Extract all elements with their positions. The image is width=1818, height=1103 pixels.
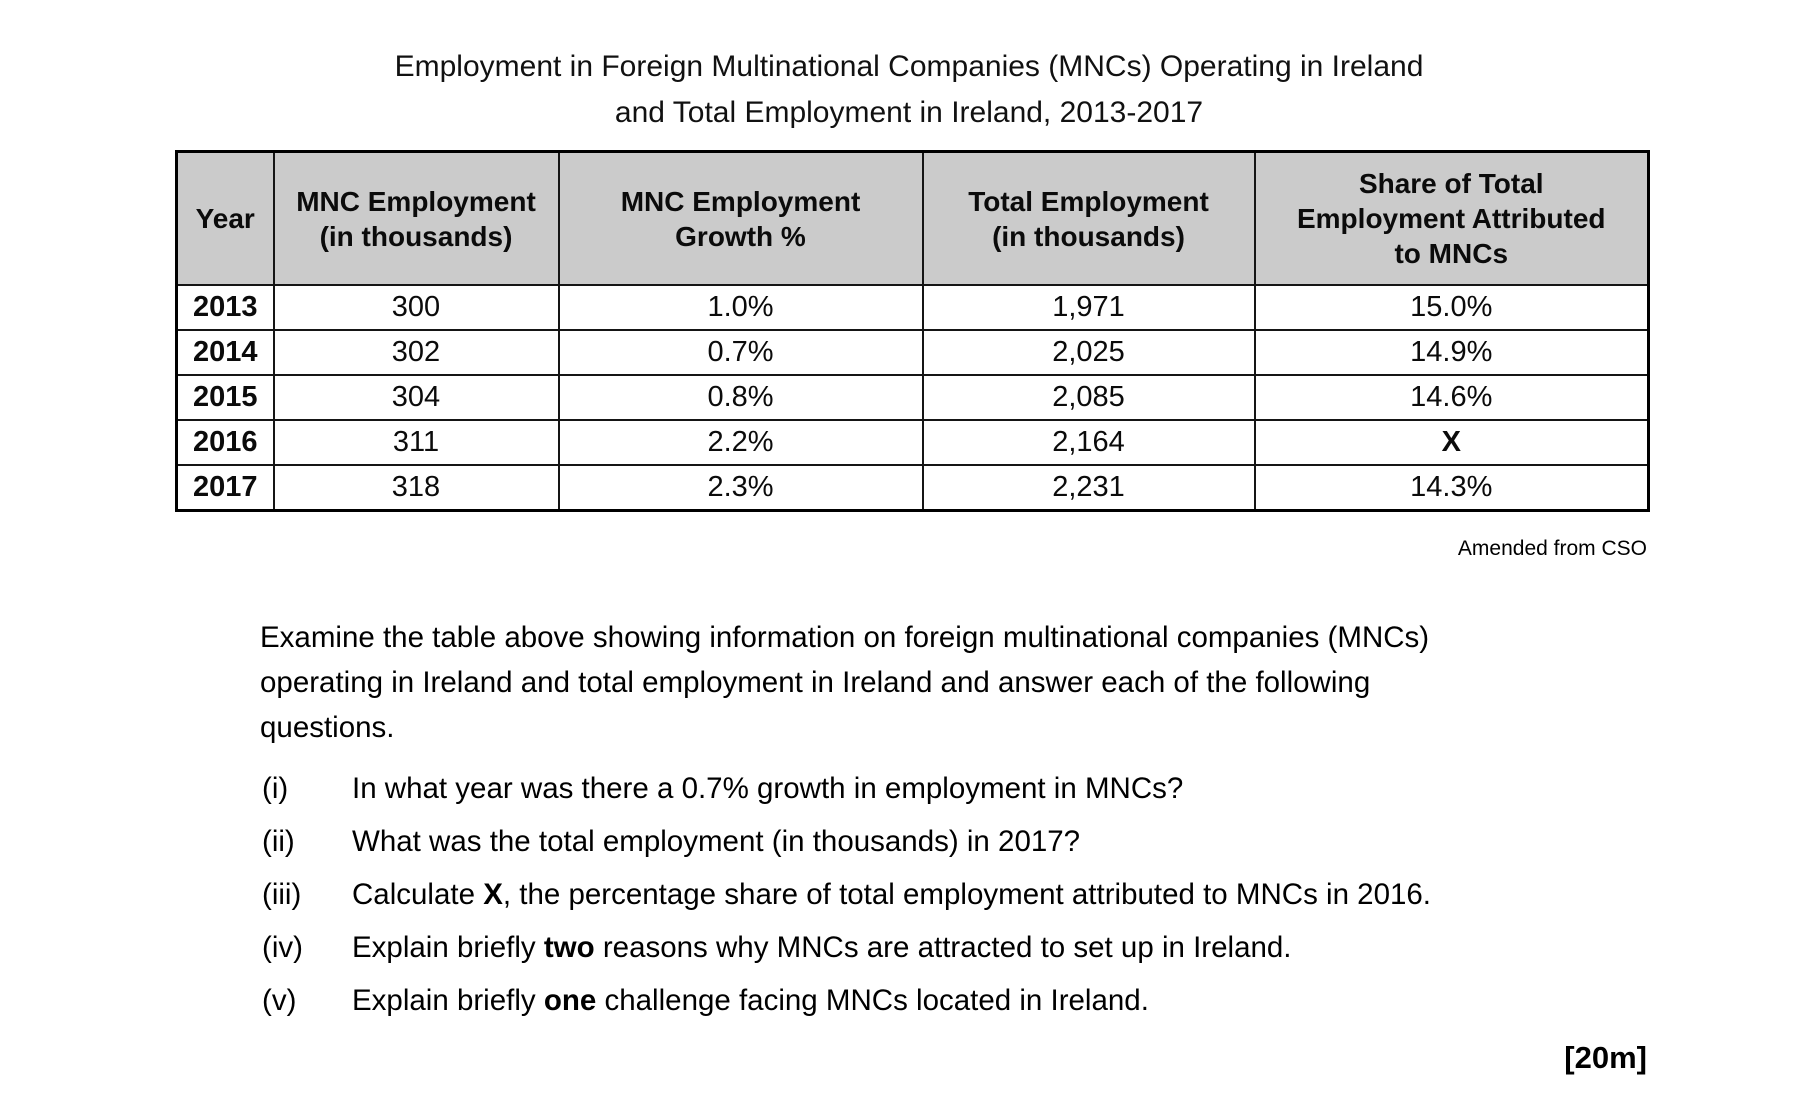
header-share-line-3: to MNCs — [1394, 238, 1509, 269]
question-text-pre: In what year was there a 0.7% growth in employment in MNCs? — [352, 772, 1184, 805]
question-v — [262, 983, 1652, 1019]
question-text — [352, 983, 1652, 1019]
header-share-line-1: Share of Total — [1358, 168, 1544, 199]
header-share — [1255, 152, 1649, 286]
question-number: (iv) — [262, 931, 303, 964]
header-total-employment-line-2: (in thousands) — [992, 220, 1185, 252]
employment-table-container — [175, 150, 1650, 512]
share-cell: 14.9% — [1255, 330, 1649, 375]
year-cell: 2017 — [177, 465, 274, 511]
question-text-post: challenge facing MNCs located in Ireland. — [596, 984, 1149, 1017]
table-row-2014 — [177, 330, 1649, 375]
share-cell-unknown-x: X — [1255, 420, 1649, 465]
header-total-employment-line-1: Total Employment — [968, 185, 1209, 217]
total-employment-cell: 2,085 — [923, 375, 1255, 420]
question-text-pre: Explain briefly — [352, 984, 544, 1017]
question-ii — [262, 824, 1652, 860]
question-text-pre: What was the total employment (in thousands) in 2017? — [352, 825, 1081, 858]
table-row-2017 — [177, 465, 1649, 511]
source-note: Amended from CSO — [1457, 537, 1647, 560]
mnc-employment-cell: 304 — [274, 375, 559, 420]
page-title-line-1: Employment in Foreign Multinational Companies (MNCs) Operating in Ireland — [394, 50, 1424, 83]
question-number: (ii) — [262, 825, 295, 858]
intro-paragraph — [260, 615, 1660, 750]
mnc-employment-cell: 300 — [274, 285, 559, 330]
header-share-line-2: Employment Attributed — [1296, 203, 1606, 234]
growth-cell: 2.2% — [559, 420, 923, 465]
mnc-employment-cell: 318 — [274, 465, 559, 511]
total-employment-cell: 2,164 — [923, 420, 1255, 465]
question-i — [262, 771, 1652, 807]
growth-cell: 1.0% — [559, 285, 923, 330]
question-text-pre: Calculate — [352, 878, 484, 911]
question-text-bold: X — [483, 878, 503, 911]
share-cell: 14.6% — [1255, 375, 1649, 420]
header-mnc-employment-line-2: (in thousands) — [319, 220, 513, 252]
page-title — [0, 44, 1818, 136]
mnc-employment-cell: 311 — [274, 420, 559, 465]
question-text-bold: one — [543, 984, 597, 1017]
header-mnc-employment-line-1: MNC Employment — [296, 185, 536, 217]
question-iii — [262, 877, 1652, 913]
mnc-employment-cell: 302 — [274, 330, 559, 375]
share-cell: 15.0% — [1255, 285, 1649, 330]
total-employment-cell: 2,025 — [923, 330, 1255, 375]
question-number: (v) — [262, 984, 297, 1017]
intro-line-2: operating in Ireland and total employment in Ireland and answer each of the following — [260, 666, 1371, 699]
question-text — [352, 824, 1652, 860]
page-title-line-2: and Total Employment in Ireland, 2013-2017 — [614, 96, 1204, 129]
question-text-post: , the percentage share of total employment attributed to MNCs in 2016. — [502, 878, 1432, 911]
header-year-label: Year — [195, 203, 255, 234]
growth-cell: 0.7% — [559, 330, 923, 375]
question-text — [352, 877, 1652, 913]
table-row-2016 — [177, 420, 1649, 465]
table-row-2015 — [177, 375, 1649, 420]
question-iv — [262, 930, 1652, 966]
header-mnc-growth — [559, 152, 923, 286]
year-cell: 2014 — [177, 330, 274, 375]
employment-table — [175, 150, 1650, 512]
table-row-2013 — [177, 285, 1649, 330]
year-cell: 2015 — [177, 375, 274, 420]
question-text — [352, 771, 1652, 807]
growth-cell: 2.3% — [559, 465, 923, 511]
question-text-post: reasons why MNCs are attracted to set up in Ireland. — [594, 931, 1292, 964]
total-employment-cell: 2,231 — [923, 465, 1255, 511]
question-number: (i) — [262, 772, 289, 805]
header-mnc-growth-line-1: MNC Employment — [620, 185, 861, 217]
year-cell: 2013 — [177, 285, 274, 330]
table-header-row — [177, 152, 1649, 286]
marks-badge: [20m] — [1564, 1040, 1647, 1075]
share-cell: 14.3% — [1255, 465, 1649, 511]
total-employment-cell: 1,971 — [923, 285, 1255, 330]
header-mnc-growth-line-2: Growth % — [675, 220, 806, 252]
intro-line-1: Examine the table above showing information on foreign multinational companies (MNCs) — [260, 621, 1430, 654]
intro-line-3: questions. — [260, 711, 395, 744]
question-number: (iii) — [262, 878, 302, 911]
question-text-bold: two — [543, 931, 595, 964]
question-text-pre: Explain briefly — [352, 931, 544, 964]
header-mnc-employment — [274, 152, 559, 286]
question-text — [352, 930, 1652, 966]
header-year — [177, 152, 274, 286]
year-cell: 2016 — [177, 420, 274, 465]
growth-cell: 0.8% — [559, 375, 923, 420]
question-list — [262, 771, 1652, 1036]
header-total-employment — [923, 152, 1255, 286]
